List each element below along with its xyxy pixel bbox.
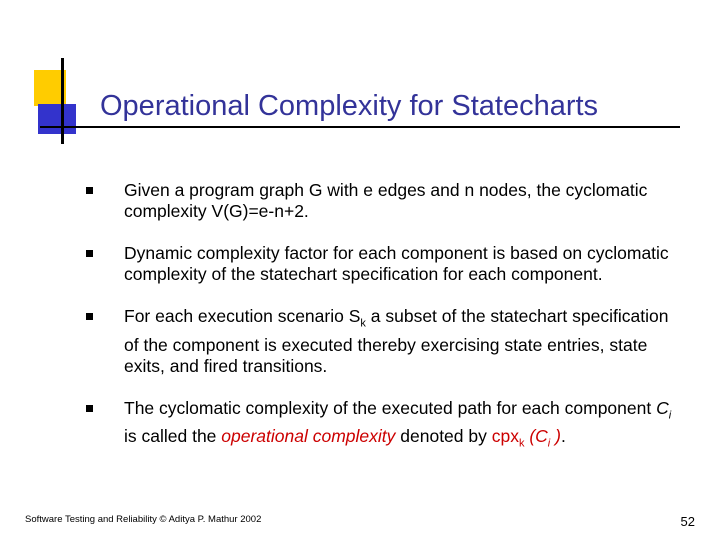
bullet-item [86, 243, 686, 285]
bullet-item [86, 398, 686, 455]
bullet-text: Dynamic complexity factor for each component is based on cyclomatic complexity of the statechart specification for each component. [124, 243, 669, 284]
bullet-item [86, 180, 686, 222]
title-underline [40, 126, 680, 128]
bullet-marker-icon [86, 250, 93, 257]
bullet-marker-icon [86, 187, 93, 194]
bullet-text: For each execution scenario $S_k$ a subset of the statechart specification of the component is executed thereby exercising state entries, state exits, and fired transitions. [124, 306, 669, 376]
bullet-marker-icon [86, 405, 93, 412]
vertical-accent-line [61, 58, 64, 144]
bullet-text: Given a program graph G with e edges and n nodes, the cyclomatic complexity V(G)=e-n+2. [124, 180, 648, 221]
page-number: 52 [680, 514, 695, 529]
component-symbol: $C_i$ [656, 397, 672, 421]
blue-accent-square [38, 104, 76, 134]
operational-complexity-highlight: operational complexity [221, 426, 396, 446]
bullet-item [86, 306, 686, 377]
bullet-marker-icon [86, 313, 93, 320]
cpx-notation: cpx$_k$ ($C_i$ ) [491, 426, 561, 450]
bullet-list [86, 180, 686, 476]
footer-text: Software Testing and Reliability © Aditya P. Mathur 2002 [25, 514, 262, 525]
bullet-text: The cyclomatic complexity of the executed path for each component $C_i$ is called the operational complexity denoted by cpx$_k$ ($C_i$ ). [124, 397, 672, 450]
slide-title: Operational Complexity for Statecharts [100, 90, 599, 122]
